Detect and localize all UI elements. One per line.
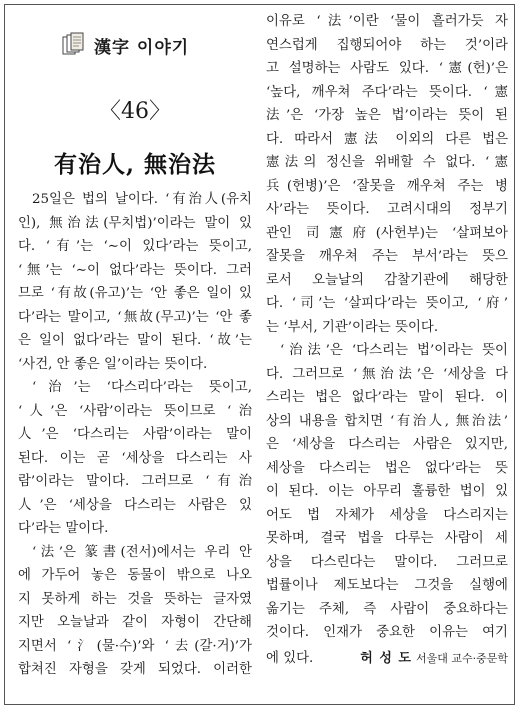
headline: 有治人, 無治法: [53, 151, 216, 178]
body-line: 옮기는 주체, 즉 사람이 중요하다는: [266, 601, 508, 617]
body-line: 이 된다. 이는 아무리 훌륭한 법이 있: [266, 484, 508, 499]
body-line: ‘治法’은 ‘다스리는 법’이라는 뜻이: [280, 343, 508, 358]
body-line: 憲法의 정신을 위배할 수 없다. ‘憲: [266, 155, 508, 170]
body-line: ‘無’는 ‘∼이 없다’라는 뜻이다. 그러: [18, 262, 252, 278]
body-line: 므로 ‘有故(유고)’는 ‘안 좋은 일이 있: [18, 286, 252, 301]
body-line: 은 일이 없다’라는 말이 된다. ‘故’는: [18, 333, 252, 348]
body-line: 法’은 ‘가장 높은 법’이라는 뜻이 된: [266, 108, 508, 123]
body-line: 합쳐진 자형을 갖게 되었다. 이러한: [18, 662, 252, 677]
body-line: ‘法’은 篆書(전서)에서는 우리 안: [32, 544, 252, 560]
body-line: 된다. 이는 곧 ‘세상을 다스리는 사: [18, 450, 252, 466]
body-line: 兵(헌병)’은 ‘잘못을 깨우쳐 주는 병: [266, 178, 508, 194]
body-line: 다. 따라서 憲法 이외의 다른 법은: [266, 131, 508, 147]
author-affiliation: 서울대 교수·중문학: [415, 651, 508, 665]
body-line: 다. 그러므로 ‘無治法’은 ‘세상을 다: [266, 366, 508, 382]
body-line: ‘治’는 ‘다스리다’라는 뜻이고,: [32, 380, 252, 395]
body-line: 25일은 법의 날이다. ‘有治人(유치: [32, 192, 252, 207]
body-line: 지 못하게 하는 것을 뜻하는 글자였: [18, 591, 252, 607]
body-line: ‘사건, 안 좋은 일’이라는 뜻이다.: [18, 356, 208, 372]
body-line: 에 있다.: [266, 650, 314, 666]
body-line: 것이다. 인재가 중요한 이유는 여기: [266, 625, 508, 640]
body-line: 이유로 ‘法’이란 ‘물이 흘러가듯 자: [266, 14, 508, 29]
body-line: 은 ‘세상을 다스리는 사람은 있지만,: [266, 437, 508, 452]
book-icon: [60, 32, 86, 58]
body-line: 고 설명하는 사람도 있다. ‘憲(헌)’은: [266, 61, 508, 76]
body-line: 다’라는 말이고, ‘無故(무고)’는 ‘안 좋: [18, 309, 252, 325]
left-column: [18, 10, 252, 700]
body-line: ‘人’은 ‘사람’이라는 뜻이므로 ‘治: [18, 403, 252, 419]
body-line: 어도 법 자체가 세상을 다스리지는: [266, 507, 508, 523]
series-number: 〈46〉: [99, 99, 171, 124]
body-line: 잘못을 깨우쳐 주는 부서’라는 뜻으: [266, 249, 508, 264]
body-right: [266, 10, 508, 668]
body-line: 스리는 법은 없다’라는 말이 된다. 이: [266, 390, 508, 405]
body-line: 상을 다스린다는 말이다. 그러므로: [266, 554, 508, 570]
body-line: 세상을 다스리는 법은 없다’라는 뜻: [266, 460, 508, 476]
body-line: 람’이라는 말이다. 그러므로 ‘有治: [18, 474, 252, 489]
byline-row: [266, 645, 508, 669]
body-line: 관인 司憲府(사헌부)는 ‘살펴보아: [266, 225, 508, 241]
body-line: 지만 오늘날과 같이 자형이 간단해: [18, 615, 252, 630]
body-line: 다. ‘司’는 ‘살피다’라는 뜻이고, ‘府’: [266, 296, 508, 311]
body-line: 지면서 ‘氵(물·수)’와 ‘去(갈·거)’가: [18, 638, 252, 654]
body-line: ‘높다, 깨우쳐 주다’라는 뜻이다. ‘憲: [266, 84, 508, 100]
byline: [360, 645, 508, 671]
body-line: 人’은 ‘다스리는 사람’이라는 말이: [18, 427, 252, 442]
body-line: 로서 오늘날의 감찰기관에 해당한: [266, 272, 508, 288]
body-line: 인), 無治法(무치법)’이라는 말이 있: [18, 215, 252, 231]
body-line: 는 ‘부서, 기관’이라는 뜻이다.: [266, 319, 439, 335]
body-line: 에 가두어 놓은 동물이 밖으로 나오: [18, 568, 252, 583]
author-name: 허 성 도: [360, 650, 412, 666]
body-line: 못하며, 결국 법을 다루는 사람이 세: [266, 531, 508, 546]
body-line: 다. ‘有’는 ‘∼이 있다’라는 뜻이고,: [18, 239, 252, 254]
body-line: 人’은 ‘세상을 다스리는 사람은 있: [18, 497, 252, 513]
column-title: 漢字 이야기: [94, 37, 190, 58]
body-line: 법률이나 제도보다는 그것을 실행에: [266, 578, 508, 593]
body-line: 연스럽게 집행되어야 하는 것’이라: [266, 37, 508, 53]
body-left: [18, 188, 252, 682]
body-line: 사’라는 뜻이다. 고려시대의 정부기: [266, 202, 508, 217]
right-column: [266, 10, 508, 700]
column-header: [60, 32, 189, 58]
body-line: 다’라는 말이다.: [18, 521, 109, 536]
body-line: 상의 내용을 합치면 ‘有治人, 無治法’: [266, 413, 508, 429]
